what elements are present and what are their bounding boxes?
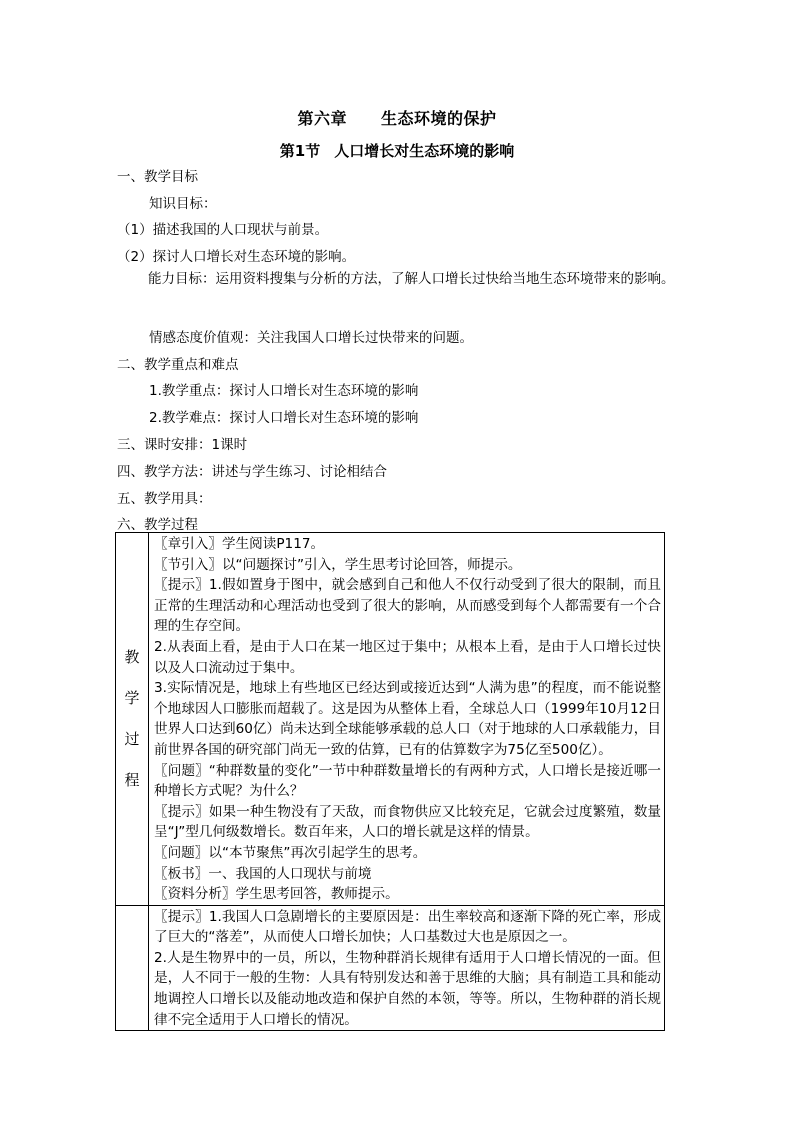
side-char: 程 [124,770,140,789]
paragraph: 〖资料分析〗学生思考回答，教师提示。 [154,886,399,903]
ability-objective: 能力目标：运用资料搜集与分析的方法，了解人口增长过快给当地生态环境带来的影响。 [148,271,675,287]
objective-item-1: （1）描述我国的人口现状与前景。 [117,222,329,238]
paragraph: 2.人是生物界中的一员，所以，生物种群消长规律有适用于人口增长情况的一面。但是，人不同于一般的生物：人具有特别发达和善于思维的大脑；具有制造工具和能动地调控人口增长以及能动地改造和保护自然的本领，等等。所以，生物种群的消长规律不完全适用于人口增长的情况。 [154,949,661,1028]
knowledge-label: 知识目标： [149,196,217,212]
key-difficulty: 2.教学难点：探讨人口增长对生态环境的影响 [149,410,419,426]
table-row [116,533,665,906]
key-points-heading: 二、教学重点和难点 [117,357,239,373]
paragraph: 〖节引入〗以“问题探讨”引入，学生思考讨论回答，师提示。 [154,556,522,573]
section-title [0,140,794,161]
process-table [115,532,665,1031]
process-heading: 六、教学过程 [117,517,198,533]
teaching-method: 四、教学方法：讲述与学生练习、讨论相结合 [117,464,387,480]
paragraph: 〖板书〗一、我国的人口现状与前境 [154,865,372,882]
side-char: 过 [124,729,140,748]
chapter-number: 第六章 [297,109,347,128]
process-content-1 [149,533,665,906]
paragraph: 〖提示〗1.我国人口急剧增长的主要原因是：出生率较高和逐渐下降的死亡率，形成了巨大的“落差”，从而使人口增长加快；人口基数过大也是原因之一。 [154,908,661,946]
paragraph: 〖章引入〗学生阅读P117。 [154,536,325,552]
side-char: 教 [124,647,140,666]
paragraph: 〖提示〗1.假如置身于图中，就会感到自己和他人不仅行动受到了很大的限制，而且正常的生理活动和心理活动也受到了很大的影响，从而感受到每个人都需要有一个合理的生存空间。 [154,577,661,635]
paragraph: 〖提示〗如果一种生物没有了天敌，而食物供应又比较充足，它就会过度繁殖，数量呈“J”型几何级数增长。数百年来，人口的增长就是这样的情景。 [154,803,661,841]
schedule: 三、课时安排：1课时 [117,437,248,453]
process-content-2 [149,905,665,1031]
side-char: 学 [124,688,140,707]
side-label [116,533,149,906]
chapter-name: 生态环境的保护 [381,109,497,128]
chapter-title [0,106,794,129]
paragraph: 〖问题〗“种群数量的变化”一节中种群数量增长的有两种方式，人口增长是接近哪一种增长方式呢？为什么？ [154,762,661,800]
side-label-empty [116,905,149,1031]
paragraph: 3.实际情况是，地球上有些地区已经达到或接近达到“人满为患”的程度，而不能说整个地球因人口膨胀而超载了。这是因为从整体上看，全球总人口（1999年10月12日世界人口达到60亿）尚未达到全球能够承载的总人口（对于地球的人口承载能力，目前世界各国的研究部门尚无一致的估算，已有的估算数字为75亿至500亿）。 [154,680,661,758]
table-row [116,905,665,1031]
emotion-objective: 情感态度价值观：关注我国人口增长过快带来的问题。 [149,330,473,346]
teaching-tools: 五、教学用具： [117,491,212,507]
objective-item-2: （2）探讨人口增长对生态环境的影响。 [117,249,356,265]
objectives-heading: 一、教学目标 [117,169,198,185]
paragraph: 〖问题〗以“本节聚焦”再次引起学生的思考。 [154,844,427,861]
key-focus: 1.教学重点：探讨人口增长对生态环境的影响 [149,383,419,399]
paragraph: 2.从表面上看，是由于人口在某一地区过于集中；从根本上看，是由于人口增长过快以及人口流动过于集中。 [154,638,661,676]
section-number: 第1节 [279,142,321,160]
section-name: 人口增长对生态环境的影响 [334,142,515,160]
